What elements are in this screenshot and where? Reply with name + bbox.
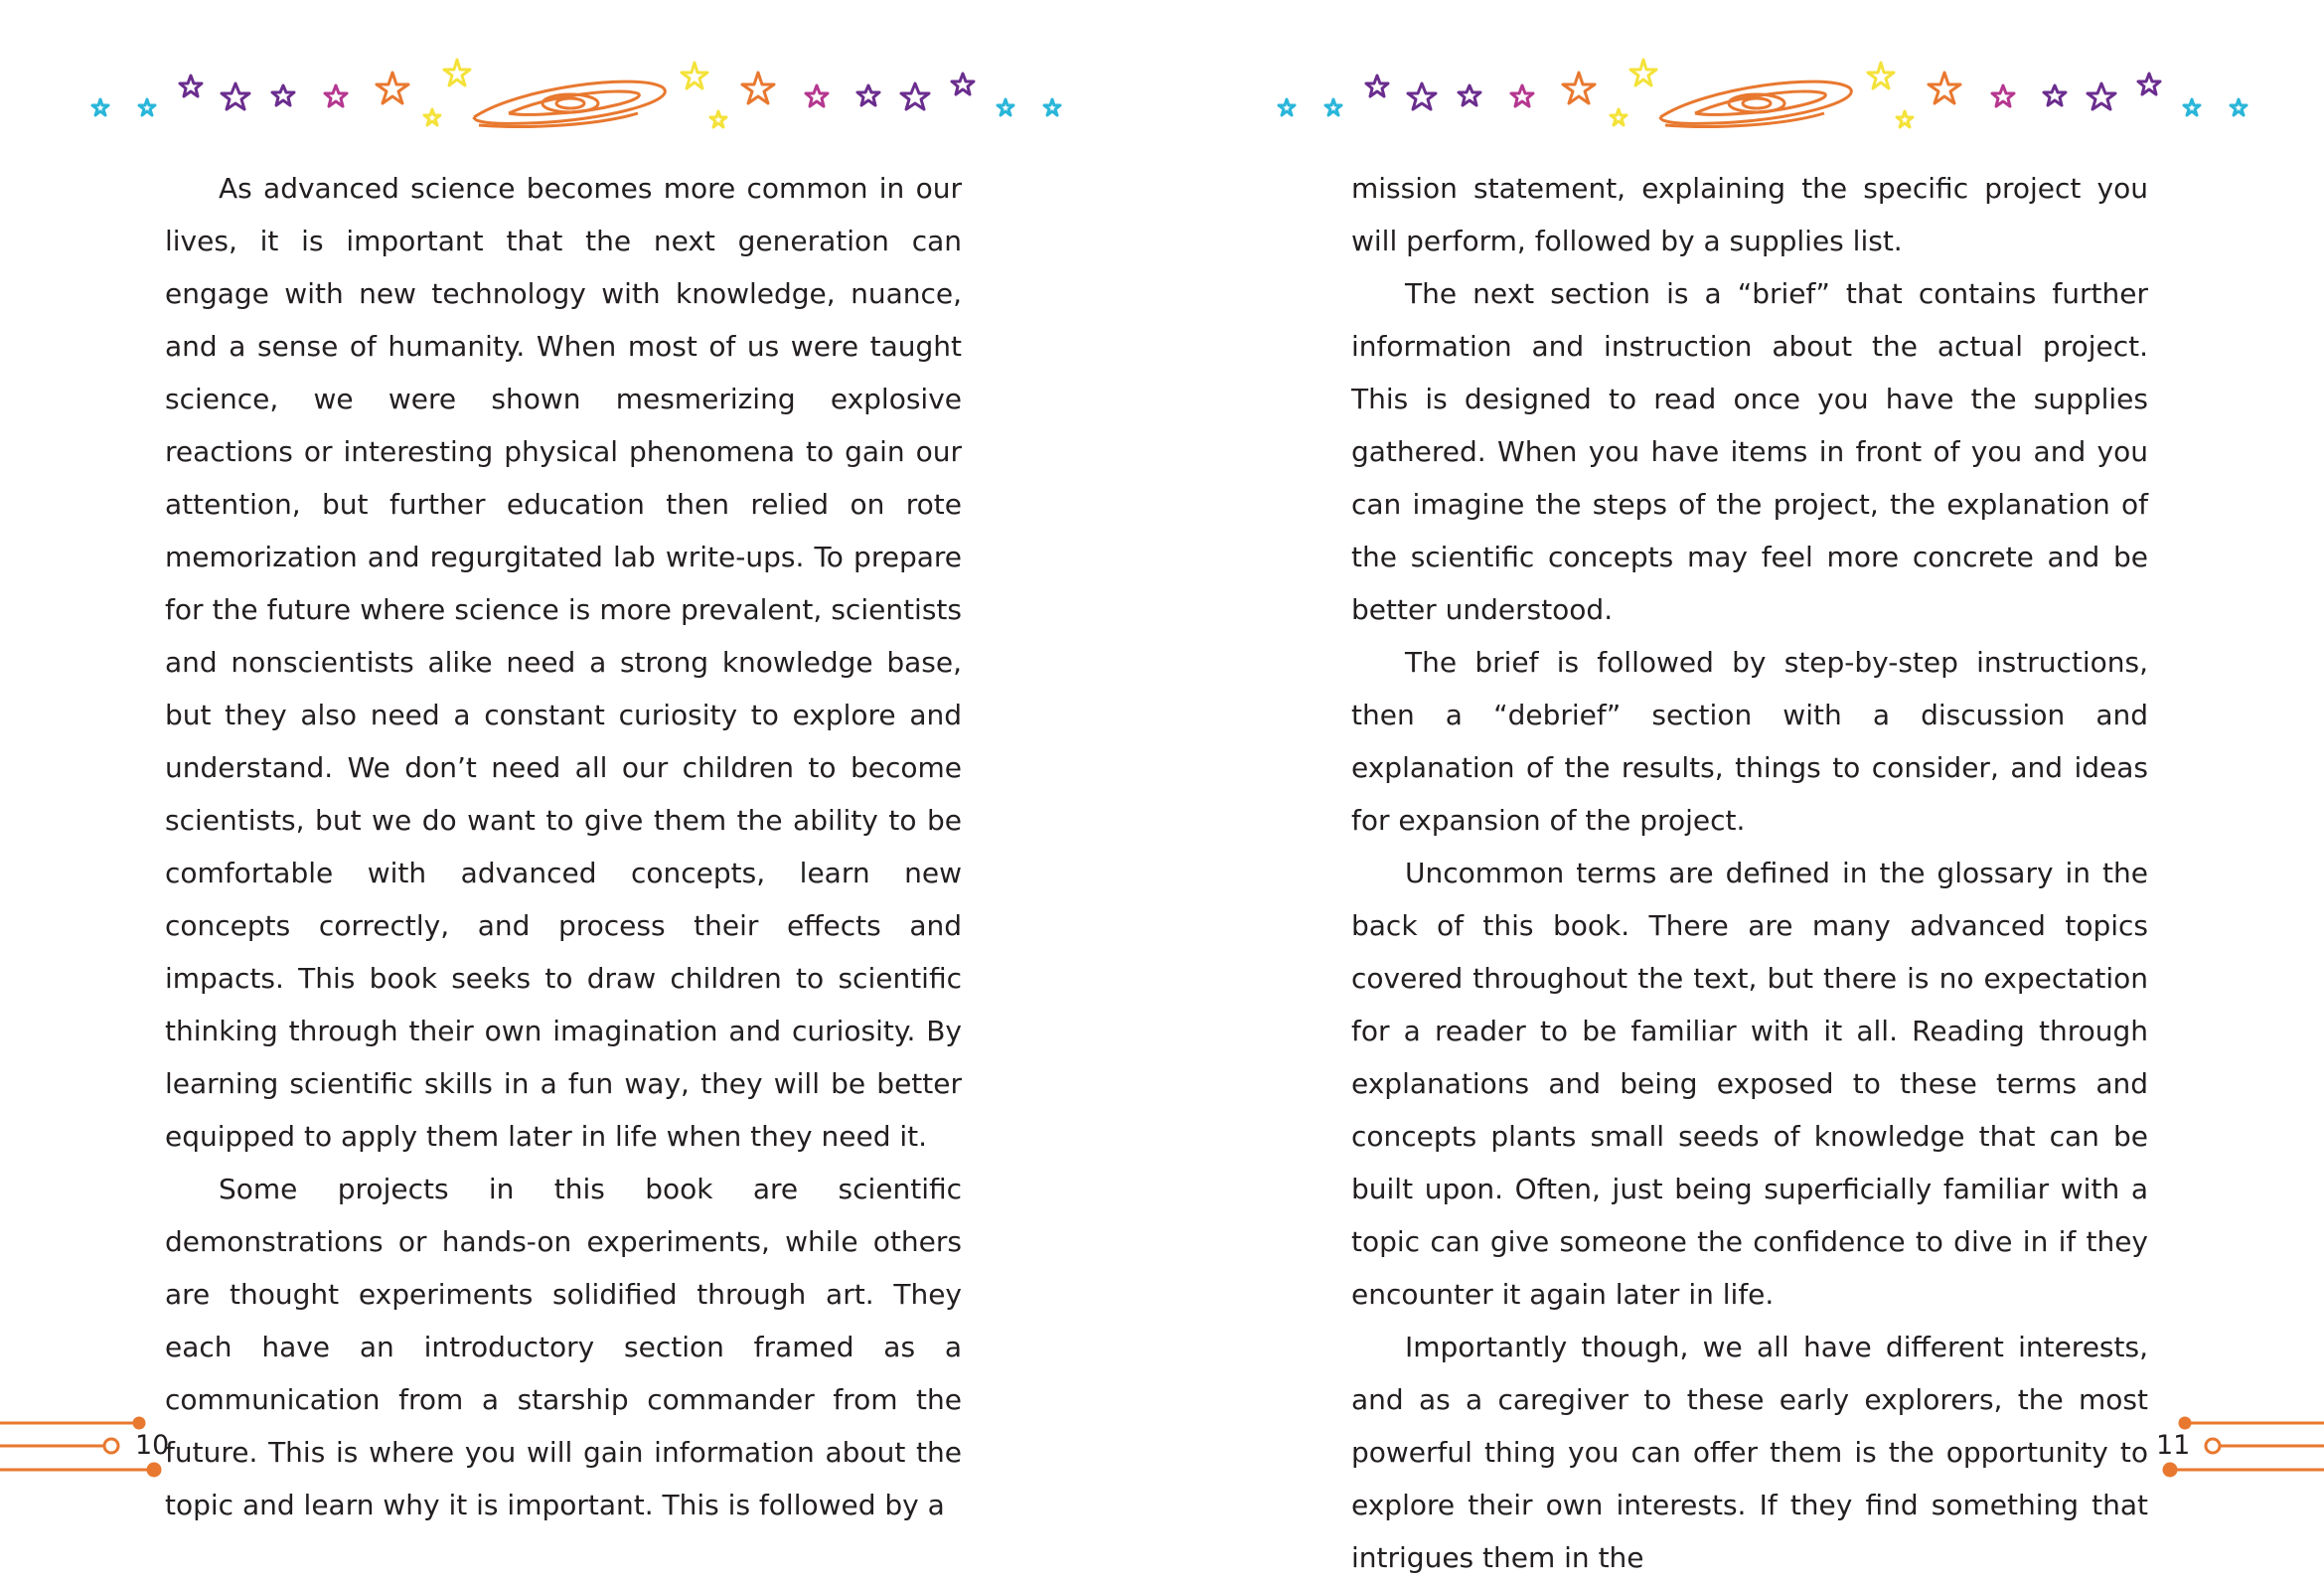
paragraph: Uncommon terms are defined in the glossary in the back of this book. There are many advanced topics covered throughout the text, but there is no expectation for a reader to be familiar with it all. Reading through explanations and being exposed to these terms and concepts plants small seeds of knowledge that can be built upon. Often, just being superficially familiar with a topic can give someone the confidence to dive in if they encounter it again later in life. bbox=[1351, 857, 2148, 1311]
paragraph: As advanced science becomes more common in our lives, it is important that the next generation can engage with new technology with knowledge, nuance, and a sense of humanity. When most of us were taught science, we were shown mesmerizing explosive reactions or interesting physical phenomena to gain our attention, but further education then relied on rote memorization and regurgitated lab write-ups. To prepare for the future where science is more prevalent, scientists and nonscientists alike need a strong knowledge base, but they also need a constant curiosity to explore and understand. We don’t need all our children to become scientists, but we do want to give them the ability to be comfortable with advanced concepts, learn new concepts correctly, and process their effects and impacts. This book seeks to draw children to scientific thinking through their own imagination and curiosity. By learning scientific skills in a fun way, they will be better equipped to apply them later in life when they need it. bbox=[165, 172, 962, 1153]
paragraph: The next section is a “brief” that contains further information and instruction about the actual project. This is designed to read once you have the supplies gathered. When you have items in front of you and you can imagine the steps of the project, the explanation of the scientific concepts may feel more concrete and be better understood. bbox=[1351, 277, 2148, 626]
body-text-right bbox=[1351, 162, 2148, 1584]
circuit-lines-icon bbox=[2155, 1411, 2324, 1481]
paragraph: Some projects in this book are scientific demonstrations or hands-on experiments, while others are thought experiments solidified through art. They each have an introductory section framed as a communication from a starship commander from the future. This is where you will gain information about the topic and learn why it is important. This is followed by a bbox=[165, 1173, 962, 1521]
body-text-left bbox=[165, 162, 962, 1531]
page-number: 11 bbox=[2156, 1430, 2191, 1461]
paragraph: Importantly though, we all have different interests, and as a caregiver to these early explorers, the most powerful thing you can offer them is the opportunity to explore their own interests. If they find something that intrigues them in the bbox=[1351, 1331, 2148, 1574]
stars-galaxy-header-icon bbox=[1268, 48, 2261, 142]
page-number: 10 bbox=[135, 1430, 170, 1461]
stars-galaxy-header-icon bbox=[81, 48, 1075, 142]
right-page bbox=[1162, 0, 2324, 1574]
left-page bbox=[0, 0, 1162, 1530]
paragraph: The brief is followed by step-by-step instructions, then a “debrief” section with a discussion and explanation of the results, things to consider, and ideas for expansion of the project. bbox=[1351, 646, 2148, 837]
paragraph-continuation: mission statement, explaining the specific project you will perform, followed by a supplies list. bbox=[1351, 172, 2148, 257]
